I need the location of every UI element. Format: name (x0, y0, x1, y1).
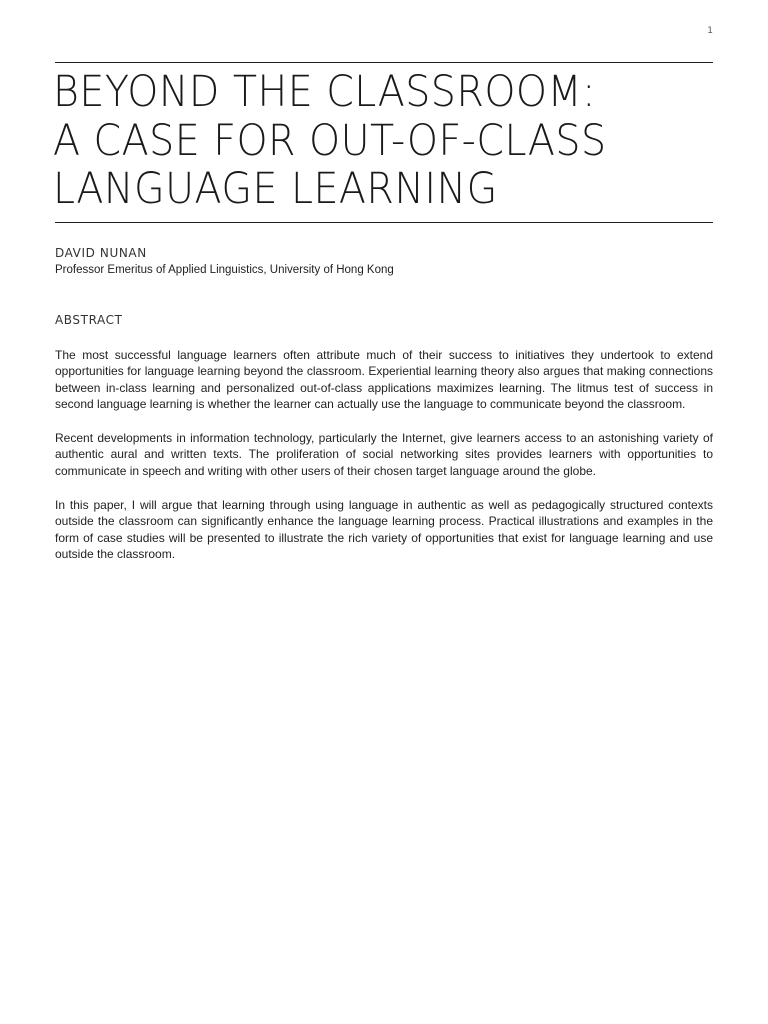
author-affiliation: Professor Emeritus of Applied Linguistics, University of Hong Kong (55, 264, 394, 276)
abstract-paragraph-3: In this paper, I will argue that learning through using language in authentic as well as pedagogically structured contexts outside the classroom can significantly enhance the language learning process. Practical illustrations and examples in the form of case studies will be presented to illustrate the rich variety of opportunities that exist for language learning and use outside the classroom. (55, 498, 713, 561)
abstract-body (55, 347, 713, 562)
article-title (53, 68, 723, 214)
title-bottom-rule (55, 222, 713, 223)
author-name: DAVID NUNAN (55, 246, 147, 260)
abstract-paragraph-1: The most successful language learners often attribute much of their success to initiatives they undertook to extend opportunities for language learning beyond the classroom. Experiential learning theory also argues that making connections between in-class learning and personalized out-of-class applications maximizes learning. The litmus test of success in second language learning is whether the learner can actually use the language to communicate beyond the classroom. (55, 348, 713, 411)
title-line-3: LANGUAGE LEARNING (53, 164, 498, 214)
abstract-heading: ABSTRACT (55, 313, 123, 327)
title-line-1: BEYOND THE CLASSROOM: (53, 67, 596, 117)
abstract-paragraph-2: Recent developments in information technology, particularly the Internet, give learners access to an astonishing variety of authentic aural and written texts. The proliferation of social networking sites provides learners with opportunities to communicate in speech and writing with other users of their chosen target language around the globe. (55, 431, 713, 478)
title-line-2: A CASE FOR OUT-OF-CLASS (53, 115, 607, 166)
title-top-rule (55, 62, 713, 63)
page-number: 1 (707, 26, 713, 36)
